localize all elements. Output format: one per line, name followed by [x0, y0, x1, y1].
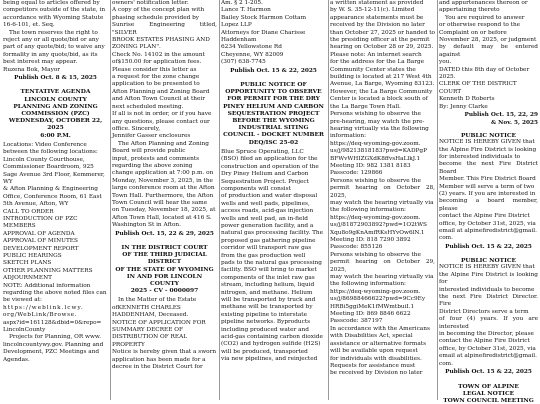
text-line: 5th Avenue, Afton, WY — [3, 201, 108, 208]
alpine-council-heading — [439, 383, 538, 404]
text-line: office, by October 31st, 2025, via — [439, 346, 538, 353]
publish-date: Publish Oct. 15, 22, 29 — [439, 112, 538, 119]
publish-date: Publish Oct. 15 & 22, 2025 — [439, 244, 538, 251]
text-line: by default may be entered against — [439, 44, 538, 59]
text-line: a request for the zone change — [112, 74, 217, 81]
text-line: Lopez LLP — [221, 22, 326, 29]
text-line: The Afton Planning and Zoning — [112, 141, 217, 148]
text-line: nitrogen, and methane. Helium — [221, 290, 326, 297]
text-line: By: Jenny Clarke — [439, 104, 538, 111]
zoom-link[interactable]: BFWvWHIZGXdK8ffvsHaLlkJ.1 — [330, 156, 435, 163]
estate-notice-signature — [221, 0, 326, 67]
text-line: & Afton Planning & Engineering — [3, 186, 108, 193]
text-line: of four (4) years. If you are interested — [439, 316, 538, 331]
text-line: the Alpine Fire District is looking for — [439, 272, 538, 287]
column-1 — [3, 0, 108, 400]
agenda-item: ADJOURNMENT — [3, 275, 108, 282]
passcode: Passcode: 129866 — [330, 170, 435, 177]
text-line: (BSO) filed an application for the — [221, 156, 326, 163]
heading-line: LEGAL NOTICE — [439, 390, 538, 397]
quote-bid-notice-tail — [3, 0, 108, 74]
text-line: Kenneth D Roberts — [439, 96, 538, 103]
text-line: Persons wishing to observe the — [330, 252, 435, 259]
text-line: District Directors serve a term — [439, 309, 538, 316]
heading-line: OF THE STATE OF WYOMING — [112, 266, 217, 273]
text-line: of$150.00 for application fees. — [112, 59, 217, 66]
text-line: stream, including helium, liquid — [221, 282, 326, 289]
text-line: received by the Division no later — [330, 22, 435, 29]
text-line: in becoming the Director, please — [439, 331, 538, 338]
agenda-item: PUBLIC HEARINGS — [3, 253, 108, 260]
text-line: Afton Planning and Zoning Board — [112, 89, 217, 96]
heading-line: 2025 — [3, 124, 108, 131]
text-line: wells and well pads, pipelines, — [221, 201, 326, 208]
text-line: ofKENNETH CHARLES — [112, 305, 217, 312]
text-line: for individuals with disabilities. — [330, 356, 435, 363]
text-line: by W. S. 35-12-11(c). Limited — [330, 7, 435, 14]
text-line: you. — [439, 59, 538, 66]
text-line: Persons wishing to observe the — [330, 178, 435, 185]
text-line: pre-hearing, may watch the pre- — [330, 119, 435, 126]
agenda-item: INTRODUCTION OF PZC — [3, 216, 108, 223]
text-line: Cheyenne, WY 82009 — [221, 52, 326, 59]
text-line: Haddenham — [221, 37, 326, 44]
heading-line: TENTATIVE AGENDA — [3, 88, 108, 95]
text-line: the following information: — [330, 207, 435, 214]
text-line: NOTICE IS HEREBY GIVEN that — [439, 139, 538, 146]
text-line: or otherwise respond to the — [439, 22, 538, 29]
text-line: lincolncountywy.gov. Planning and — [3, 342, 108, 349]
text-line: components will consist — [221, 186, 326, 193]
zoom-link[interactable]: us/j/86988466622?pwd=9Cc9Ey — [330, 296, 435, 303]
text-line: (2) years. If you are interested in — [439, 191, 538, 198]
agenda-item: MEMBERS — [3, 223, 108, 230]
column-divider — [110, 0, 111, 400]
text-line: for interested individuals to — [439, 154, 538, 161]
text-line: NOTICE OF APPLICATION FOR — [112, 320, 217, 327]
text-line: Sage Avenue 3rd Floor, Kemmerer, — [3, 172, 108, 179]
text-line: Center is located a block south of — [330, 96, 435, 103]
agenda-link[interactable]: https://weblink.lcwy. — [3, 305, 108, 312]
text-line: corridor will transport raw gas — [221, 245, 326, 252]
column-divider — [437, 0, 438, 400]
text-line: Agendas. — [3, 357, 108, 364]
text-line: information: — [330, 133, 435, 140]
text-line: than October 27, 2025 or handed to — [330, 30, 435, 37]
heading-line: DISTRICT — [112, 258, 217, 265]
text-line: wells and well pad, an in-field — [221, 216, 326, 223]
text-line: Afton Town Hall, located at 416 S. — [112, 215, 217, 222]
heading-line: PINEY HELIUM AND CARBON — [221, 103, 326, 110]
text-line: Member. This Fire District Board — [439, 176, 538, 183]
email-link[interactable]: com. — [439, 361, 538, 368]
text-line: Lance T. Harmon — [221, 7, 326, 14]
text-line: Check No. 14102 in the amount — [112, 52, 217, 59]
text-line: become the next Fire District Board — [439, 161, 538, 176]
text-line: Town Hall. Furthermore, the Afton — [112, 193, 217, 200]
text-line: pipeline networks. Byproducts — [221, 319, 326, 326]
hearing-observation-body — [330, 0, 435, 378]
text-line: methane will be transported by — [221, 304, 326, 311]
text-line: competitors outside of the state, in — [3, 7, 108, 14]
text-line: office, by October 31st, 2025, via — [439, 221, 538, 228]
text-line: and appurtenances thereon or — [439, 0, 538, 7]
publish-date: Publish Oct. 8 & 15, 2025 — [3, 75, 108, 82]
zoom-link[interactable]: https://deq-wyoming-gov.zoom. — [330, 289, 435, 296]
heading-line: COUNTY — [112, 280, 217, 287]
text-line: Town Council will hear the same — [112, 200, 217, 207]
zoom-link[interactable]: us/j/98213818183?pwd=KADPgP — [330, 148, 435, 155]
column-5 — [439, 0, 538, 400]
text-line: for the address for the La Barge — [330, 59, 435, 66]
text-line: (CO2) and hydrogen sulfide (H2S) — [221, 341, 326, 348]
text-line: components of the inlet raw gas — [221, 275, 326, 282]
text-line: Jennifer Gasser enclosures — [112, 133, 217, 140]
text-line: WY — [3, 179, 108, 186]
text-line: Please consider this letter as — [112, 67, 217, 74]
text-line: contact the Alpine Fire District — [439, 213, 538, 220]
text-line: Am. § 2 1-205. — [221, 0, 326, 7]
text-line: Dry Piney Helium and Carbon — [221, 171, 326, 178]
text-line: existing pipeline to interstate — [221, 312, 326, 319]
heading-line: OF THE THIRD JUDICIAL — [112, 251, 217, 258]
agenda-item: APPROVAL OF MINUTES — [3, 238, 108, 245]
text-line: of production and water disposal — [221, 193, 326, 200]
text-line: Member will serve a term of two — [439, 184, 538, 191]
text-line: be viewed at: — [3, 297, 108, 304]
text-line: next scheduled meeting. — [112, 104, 217, 111]
text-line: being equal to articles offered by — [3, 0, 108, 7]
industrial-siting-heading — [221, 81, 326, 146]
text-line: construction and operation of the — [221, 164, 326, 171]
text-line: If all is not in order, or if you have — [112, 111, 217, 118]
text-line: permit hearing on October 28, 2025, — [330, 185, 435, 200]
text-line: Attorneys for Diane Charisse — [221, 30, 326, 37]
column-divider — [219, 0, 220, 400]
agenda-body — [3, 142, 108, 364]
agenda-item: SKETCH PLANS — [3, 260, 108, 267]
meeting-time: 6:00 P.M. — [3, 132, 108, 139]
text-line: Sunrise Engineering titled, "SILVER — [112, 22, 217, 37]
text-line: Community Center states the — [330, 67, 435, 74]
text-line: pads to the natural gas processing — [221, 260, 326, 267]
text-line: large conference room at the Afton — [112, 185, 217, 192]
case-number: 2025 - CV - 0000097 — [112, 287, 217, 294]
text-line: Blue Spruce Operating, LLC — [221, 149, 326, 156]
email-link[interactable]: com. — [439, 235, 538, 242]
text-line: 6234 Yellowstone Rd — [221, 44, 326, 51]
text-line: best interest may appear. — [3, 59, 108, 66]
heading-line: WEDNESDAY, OCTOBER 22, — [3, 117, 108, 124]
text-line: Locations: Video Conference — [3, 142, 108, 149]
text-line: the Alpine Fire District is looking — [439, 147, 538, 154]
zoom-link[interactable]: https://deq-wyoming-gov.zoom. — [330, 141, 435, 148]
text-line: may watch the hearing virtually via — [330, 274, 435, 281]
text-line: becoming a board member, please — [439, 198, 538, 213]
text-line: interested individuals to become — [439, 287, 538, 294]
column-3 — [221, 0, 326, 400]
text-line: COURT — [439, 89, 538, 96]
text-line: and Afton Town Council at their — [112, 96, 217, 103]
text-line: phasing schedule provided by — [112, 15, 217, 22]
heading-line: COMMISSION (PZC) — [3, 110, 108, 117]
text-line: NOTE: Additional information — [3, 283, 108, 290]
agenda-link[interactable]: org/WebLink/Browse. — [3, 312, 108, 319]
text-line: accordance with Wyoming Statute — [3, 15, 108, 22]
text-line: the following information: — [330, 281, 435, 288]
passcode: Passcode: 855126 — [330, 244, 435, 251]
email-link[interactable]: email at alpinefiredistrict@gmail. — [439, 353, 538, 360]
text-line: permit hearing on October 29, 2025, — [330, 259, 435, 274]
text-line: The town reserves the right to — [3, 30, 108, 37]
text-line: Washington St in Afton. — [112, 222, 217, 229]
text-line: facility. BSO will bring to market — [221, 267, 326, 274]
text-line: November 28, 2025, or judgment — [439, 37, 538, 44]
text-line: Board will provide public — [112, 148, 217, 155]
column-2 — [112, 0, 217, 400]
text-line: building is located at 217 West 4th — [330, 74, 435, 81]
column-4 — [330, 0, 435, 400]
text-line: formality in any quote/bid, as its — [3, 52, 108, 59]
heading-line: COUNCIL - DOCKET NUMBER — [221, 131, 326, 138]
text-line: Monday, November 3, 2025, in the — [112, 178, 217, 185]
text-line: Lincoln County Courthouse, — [3, 157, 108, 164]
text-line: power generation facility, and a — [221, 223, 326, 230]
agenda-item: DEVELOPMENT REPORT — [3, 246, 108, 253]
signer-name: Ruzena Bok, Mayor — [3, 67, 108, 74]
text-line: 16-6-101, et. Seq. — [3, 22, 108, 29]
heading-line: INDUSTRIAL SITING — [221, 124, 326, 131]
text-line: appertaining thereto — [439, 7, 538, 14]
text-line: be received by Division no later — [330, 370, 435, 377]
text-line: will be produced, transported — [221, 349, 326, 356]
zoom-link[interactable]: https://deq-wyoming-gov.zoom. — [330, 215, 435, 222]
text-line: ZONING PLAN". — [112, 44, 217, 51]
text-line: Notice is hereby given that a sworn — [112, 349, 217, 356]
meeting-id: Meeting ID: 818 7290 3892 — [330, 237, 435, 244]
heading-line: IN AND FOR LINCOLN — [112, 273, 217, 280]
text-line: on Tuesday, November 18, 2025, at — [112, 207, 217, 214]
text-line: regarding the above zoning — [112, 163, 217, 170]
public-notice-heading: PUBLIC NOTICE — [439, 132, 538, 139]
text-line: Avenue, La Barge, Wyoming 83123. — [330, 81, 435, 88]
meeting-id: Meeting ID: 869 8846 6622 — [330, 311, 435, 318]
text-line: DATED this 8th day of October — [439, 67, 538, 74]
zoom-link[interactable]: us/j/81872903892?pwd=1O2tWS — [330, 222, 435, 229]
tentative-agenda-heading — [3, 88, 108, 138]
text-line: contact the Alpine Fire District — [439, 338, 538, 345]
text-line: Commissioner Boardroom, 925 — [3, 164, 108, 171]
text-line: PROPERTY — [112, 342, 217, 349]
heading-line: SEQUESTRATION PROJECT — [221, 110, 326, 117]
text-line: appearance statements must be — [330, 15, 435, 22]
text-line: owners' notification letter. — [112, 0, 217, 7]
email-link[interactable]: email at alpinefiredistrict@gmail. — [439, 228, 538, 235]
meeting-id: Meeting ID: 982 1381 8183 — [330, 163, 435, 170]
text-line: In the Matter of the Estate — [112, 297, 217, 304]
text-line: Persons wishing to observe the — [330, 111, 435, 118]
text-line: (307) 638-7745 — [221, 59, 326, 66]
text-line: HADDENHAM, Deceased. — [112, 312, 217, 319]
text-line: will be transported by truck and — [221, 297, 326, 304]
text-line: In accordance with the Americans — [330, 326, 435, 333]
text-line: 2025. — [439, 74, 538, 81]
text-line: Office, Conference Room, 61 East — [3, 194, 108, 201]
text-line: will be available upon request — [330, 348, 435, 355]
text-line: regarding the above noted files can — [3, 290, 108, 297]
text-line: the La Barge Town Hall. — [330, 104, 435, 111]
heading-line: PUBLIC NOTICE OF — [221, 81, 326, 88]
fire-board-notice-body — [439, 139, 538, 243]
text-line: change application at 7:00 p.m. on — [112, 170, 217, 177]
passcode: Passcode: 387197 — [330, 318, 435, 325]
heading-line: OPPORTUNITY TO OBSERVE — [221, 88, 326, 95]
heading-line: TOWN COUNCIL MEETING — [439, 397, 538, 404]
text-line: A copy of the concept plan with — [112, 7, 217, 14]
publish-date: Publish Oct. 15 & 22, 2025 — [439, 369, 538, 376]
zone-change-notice-tail — [112, 0, 217, 230]
text-line: application has been made for a — [112, 357, 217, 364]
heading-line: IN THE DISTRICT COURT — [112, 244, 217, 251]
heading-line: FOR PERMIT FOR THE DRY — [221, 95, 326, 102]
text-line: the presiding officer at the permit — [330, 37, 435, 44]
text-line: hearing virtually via the following — [330, 126, 435, 133]
text-line: natural gas processing facility. The — [221, 230, 326, 237]
agenda-item: APPROVAL OF AGENDA — [3, 231, 108, 238]
publish-date: Publish Oct. 15, 22 & 29, 2025 — [112, 231, 217, 238]
estate-notice-body — [112, 297, 217, 371]
zoom-link[interactable]: Xqu8o9gKnAmfRKsHYvOw6lN.1 — [330, 230, 435, 237]
text-line: from the gas production well — [221, 253, 326, 260]
district-court-heading — [112, 244, 217, 294]
text-line: with Disabilities Act, special — [330, 333, 435, 340]
text-line: Projects for Planning, OR www. — [3, 334, 108, 341]
publish-date: Publish Oct. 15 & 22, 2025 — [221, 68, 326, 75]
fire-director-notice-body — [439, 264, 538, 368]
public-notice-heading: PUBLIC NOTICE — [439, 257, 538, 264]
text-line: BROOK ESTATES PHASING AND — [112, 37, 217, 44]
text-line: decree in the District Court for — [112, 364, 217, 371]
text-line: NOTICE IS HEREBY GIVEN that — [439, 264, 538, 271]
heading-line: BEFORE THE WYOMING — [221, 117, 326, 124]
text-line: the next Fire District Director. Fire — [439, 294, 538, 309]
text-line: SUMMARY DECREE OF — [112, 327, 217, 334]
text-line: hearing on October 28 or 29, 2025. — [330, 44, 435, 51]
text-line: assistance or alternative formats — [330, 341, 435, 348]
zoom-link[interactable]: HRBi5ggiMeK1fMWmtbuiI.1 — [330, 304, 435, 311]
text-line: Please note: An internet search — [330, 52, 435, 59]
text-line: access roads, acid-gas injection — [221, 208, 326, 215]
industrial-siting-body — [221, 149, 326, 364]
text-line: application to be presented to — [112, 81, 217, 88]
heading-line: TOWN OF ALPINE — [439, 383, 538, 390]
text-line: reject any or all quote/bid or any — [3, 37, 108, 44]
summons-notice-tail — [439, 0, 538, 111]
column-divider — [328, 0, 329, 400]
agenda-link[interactable]: LincolnCounty — [3, 327, 108, 334]
agenda-item: OTHER PLANNING MATTERS — [3, 268, 108, 275]
text-line: office. Sincerely, — [112, 126, 217, 133]
text-line: Development, PZC Meetings and — [3, 349, 108, 356]
heading-line: LINCOLN COUNTY — [3, 96, 108, 103]
text-line: acid-gas containing carbon dioxide — [221, 334, 326, 341]
text-line: including produced water and — [221, 327, 326, 334]
heading-line: PLANNING AND ZONING — [3, 103, 108, 110]
text-line: between the following locations: — [3, 149, 108, 156]
text-line: Requests for assistance must — [330, 363, 435, 370]
text-line: However, the La Barge Community — [330, 89, 435, 96]
text-line: part of any quote/bid; to waive any — [3, 44, 108, 51]
agenda-link[interactable]: aspx?id=161128&dbid=0&repo= — [3, 320, 108, 327]
text-line: a written statement as provided — [330, 0, 435, 7]
text-line: via new pipelines, and reinjected — [221, 356, 326, 363]
text-line: input, protests and comments — [112, 156, 217, 163]
text-line: You are required to answer — [439, 15, 538, 22]
text-line: proposed gas gathering pipeline — [221, 238, 326, 245]
agenda-item: CALL TO ORDER — [3, 209, 108, 216]
publish-date: & Nov. 5, 2025 — [439, 120, 538, 127]
text-line: any questions, please contact our — [112, 119, 217, 126]
heading-line: DEQ/ISC 25-02 — [221, 139, 326, 146]
text-line: DISTRIBUTION OF REAL — [112, 334, 217, 341]
text-line: may watch the hearing virtually via — [330, 200, 435, 207]
text-line: Complaint on or before — [439, 30, 538, 37]
text-line: Sequestration Project. Project — [221, 179, 326, 186]
text-line: Bailey Stock Harmon Cottam — [221, 15, 326, 22]
text-line: CLERK OF THE DISTRICT — [439, 81, 538, 88]
